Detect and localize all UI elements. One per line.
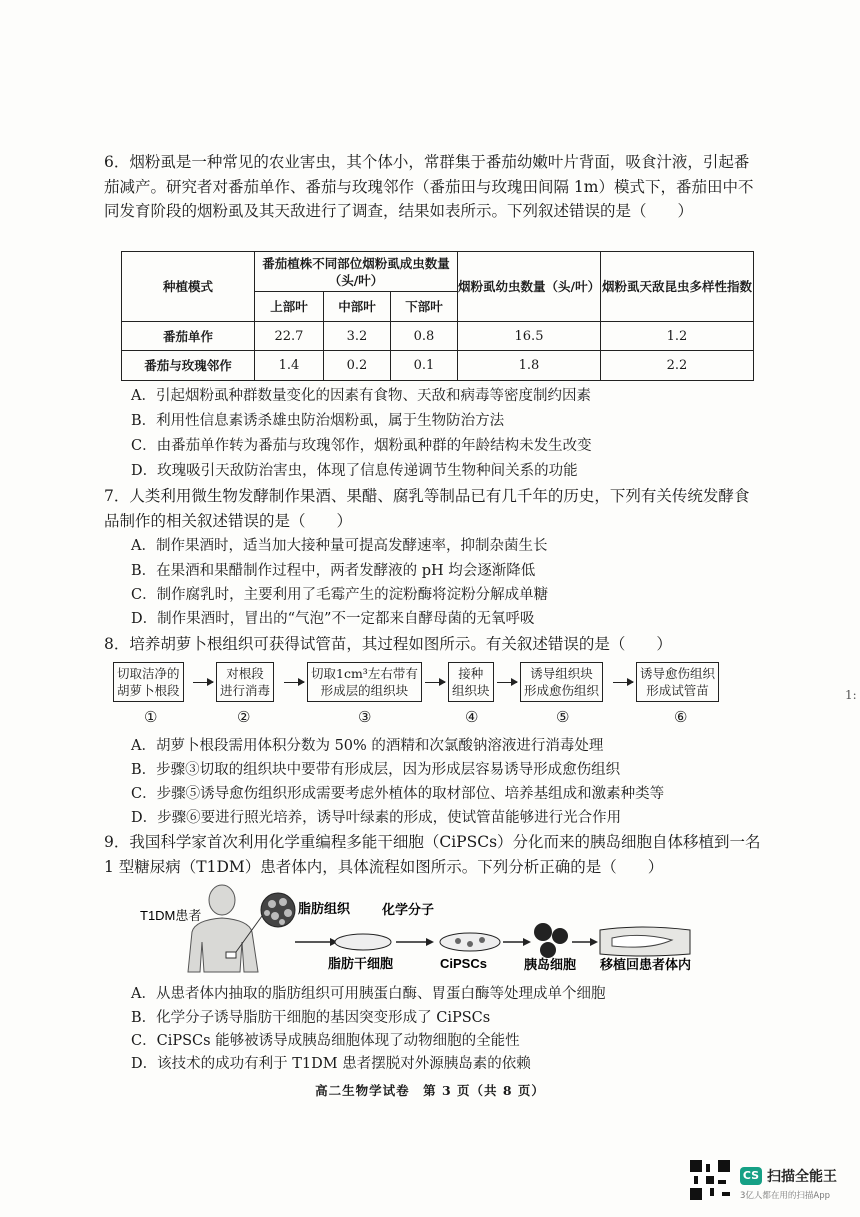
insect-survey-table (121, 251, 754, 381)
q8-option-d[interactable]: D．步骤⑥要进行照光培养，诱导叶绿素的形成，使试管苗能够进行光合作用 (131, 810, 622, 826)
arrow-icon (497, 682, 517, 683)
flow-step-4-line1: 接种 (458, 666, 484, 681)
step-number-6: ⑥ (674, 708, 688, 726)
cell-middle: 3.2 (323, 322, 390, 351)
arrow-head-icon (426, 938, 434, 946)
header-diversity-index: 烟粉虱天敌昆虫多样性指数 (601, 252, 754, 322)
cell-lower: 0.1 (390, 351, 457, 381)
arrow-icon (284, 682, 304, 683)
question-8 (104, 632, 764, 657)
table-row (122, 322, 754, 351)
qr-code-icon (690, 1160, 730, 1200)
step-number-5: ⑤ (556, 708, 570, 726)
fat-stem-cell-label: 脂肪干细胞 (328, 956, 394, 971)
flow-step-1-line2: 胡萝卜根段 (117, 683, 180, 698)
flow-step-4 (448, 662, 494, 702)
chemical-label: 化学分子 (382, 902, 435, 917)
question-7-stem: 7．人类利用微生物发酵制作果酒、果醋、腐乳等制品已有几千年的历史，下列有关传统发酵食品制作的相关叙述错误的是（ ） (104, 487, 750, 530)
q9-option-a[interactable]: A．从患者体内抽取的脂肪组织可用胰蛋白酶、胃蛋白酶等处理成单个细胞 (131, 986, 606, 1002)
cipscs-label: CiPSCs (440, 956, 487, 971)
q6-option-a[interactable]: A．引起烟粉虱种群数量变化的因素有食物、天敌和病毒等密度制约因素 (131, 388, 591, 404)
flow-step-2 (216, 662, 274, 702)
cell-upper: 1.4 (255, 351, 324, 381)
cell-middle: 0.2 (323, 351, 390, 381)
header-larva-count: 烟粉虱幼虫数量（头/叶） (458, 252, 601, 322)
cell-lower: 0.8 (390, 322, 457, 351)
flow-step-4-line2: 组织块 (452, 683, 490, 698)
flow-step-1 (113, 662, 184, 702)
q8-option-b[interactable]: B．步骤③切取的组织块中要带有形成层，因为形成层容易诱导形成愈伤组织 (131, 762, 621, 778)
q6-option-d[interactable]: D．玫瑰吸引天敌防治害虫，体现了信息传递调节生物种间关系的功能 (131, 463, 578, 479)
question-8-stem: 8．培养胡萝卜根组织可获得试管苗，其过程如图所示。有关叙述错误的是（ ） (104, 635, 672, 653)
cipscs-process-diagram (0, 880, 860, 990)
step-number-1: ① (144, 708, 158, 726)
q7-option-c[interactable]: C．制作腐乳时，主要利用了毛霉产生的淀粉酶将淀粉分解成单糖 (131, 587, 549, 603)
table-row (122, 351, 754, 381)
q6-option-c[interactable]: C．由番茄单作转为番茄与玫瑰邻作，烟粉虱种群的年龄结构未发生改变 (131, 438, 592, 454)
question-6 (104, 150, 764, 224)
patient-figure-icon (188, 885, 258, 972)
q8-option-c[interactable]: C．步骤⑤诱导愈伤组织形成需要考虑外植体的取材部位、培养基组成和激素种类等 (131, 786, 665, 802)
cell-larva: 16.5 (458, 322, 601, 351)
header-upper-leaf: 上部叶 (255, 292, 324, 322)
cell-upper: 22.7 (255, 322, 324, 351)
flow-step-5-line1: 诱导组织块 (530, 666, 593, 681)
question-9-stem: 9．我国科学家首次利用化学重编程多能干细胞（CiPSCs）分化而来的胰岛细胞自体移植到一名 1 型糖尿病（T1DM）患者体内，具体流程如图所示。下列分析正确的是（ ） (104, 833, 761, 876)
q9-option-b[interactable]: B．化学分子诱导脂肪干细胞的基因突变形成了 CiPSCs (131, 1010, 491, 1026)
incision-marker (226, 952, 236, 958)
flow-step-3-line1: 切取1cm³左右带有 (311, 666, 418, 681)
cell-diversity: 1.2 (601, 322, 754, 351)
edge-mark: 1: (845, 688, 857, 702)
flow-step-1-line1: 切取洁净的 (117, 666, 180, 681)
transplant-label: 移植回患者体内 (600, 957, 692, 972)
q6-option-b[interactable]: B．利用性信息素诱杀雄虫防治烟粉虱，属于生物防治方法 (131, 413, 505, 429)
arrow-icon (193, 682, 213, 683)
q7-option-b[interactable]: B．在果酒和果醋制作过程中，两者发酵液的 pH 均会逐渐降低 (131, 563, 536, 579)
camscanner-name: 扫描全能王 (767, 1169, 837, 1185)
step-number-3: ③ (358, 708, 372, 726)
cell-larva: 1.8 (458, 351, 601, 381)
step-number-2: ② (237, 708, 251, 726)
patient-label: T1DM患者 (140, 908, 202, 923)
flow-step-3 (307, 662, 422, 702)
row-mode: 番茄单作 (122, 322, 255, 351)
q9-option-c[interactable]: C．CiPSCs 能够被诱导成胰岛细胞体现了动物细胞的全能性 (131, 1033, 520, 1049)
flow-step-5 (520, 662, 603, 702)
header-middle-leaf: 中部叶 (323, 292, 390, 322)
flow-step-6 (636, 662, 719, 702)
question-9 (104, 830, 764, 879)
q7-option-a[interactable]: A．制作果酒时，适当加大接种量可提高发酵速率，抑制杂菌生长 (131, 538, 548, 554)
arrow-icon (425, 682, 445, 683)
header-lower-leaf: 下部叶 (390, 292, 457, 322)
arrow-head-icon (523, 938, 531, 946)
arrow-icon (613, 682, 633, 683)
flow-step-6-line1: 诱导愈伤组织 (640, 666, 716, 681)
fat-tissue-label: 脂肪组织 (298, 901, 351, 916)
flow-step-5-line2: 形成愈伤组织 (524, 683, 600, 698)
question-6-stem: 6．烟粉虱是一种常见的农业害虫，其个体小，常群集于番茄幼嫩叶片背面，吸食汁液，引起番茄减产。研究者对番茄单作、番茄与玫瑰邻作（番茄田与玫瑰田间隔 1m）模式下，番茄田中不同发育阶段的烟粉虱及其天敌进行了调查，结果如表所示。下列叙述错误的是（ ） (104, 153, 754, 220)
islet-cell-label: 胰岛细胞 (524, 957, 577, 972)
cell-diversity: 2.2 (601, 351, 754, 381)
petri-dish-icon (335, 934, 391, 950)
fat-tissue-icon (261, 893, 295, 927)
question-7 (104, 484, 764, 533)
step-number-4: ④ (465, 708, 479, 726)
flow-step-2-line2: 进行消毒 (220, 683, 271, 698)
camscanner-tagline: 3亿人都在用的扫描App (740, 1191, 831, 1201)
header-adult-count: 番茄植株不同部位烟粉虱成虫数量（头/叶） (255, 252, 458, 292)
camscanner-logo: CS (740, 1167, 762, 1185)
row-mode: 番茄与玫瑰邻作 (122, 351, 255, 381)
islet-cells-icon (534, 923, 568, 958)
page-footer: 高二生物学试卷 第 3 页（共 8 页） (315, 1083, 545, 1098)
transplant-site-icon (600, 927, 690, 956)
flow-step-6-line2: 形成试管苗 (646, 683, 709, 698)
q9-option-d[interactable]: D．该技术的成功有利于 T1DM 患者摆脱对外源胰岛素的依赖 (131, 1056, 531, 1072)
q7-option-d[interactable]: D．制作果酒时，冒出的“气泡”不一定都来自酵母菌的无氧呼吸 (131, 611, 535, 627)
header-planting-mode: 种植模式 (122, 252, 255, 322)
q8-option-a[interactable]: A．胡萝卜根段需用体积分数为 50% 的酒精和次氯酸钠溶液进行消毒处理 (131, 738, 604, 754)
flow-step-3-line2: 形成层的组织块 (320, 683, 409, 698)
flow-step-2-line1: 对根段 (226, 666, 264, 681)
arrow-head-icon (590, 938, 598, 946)
